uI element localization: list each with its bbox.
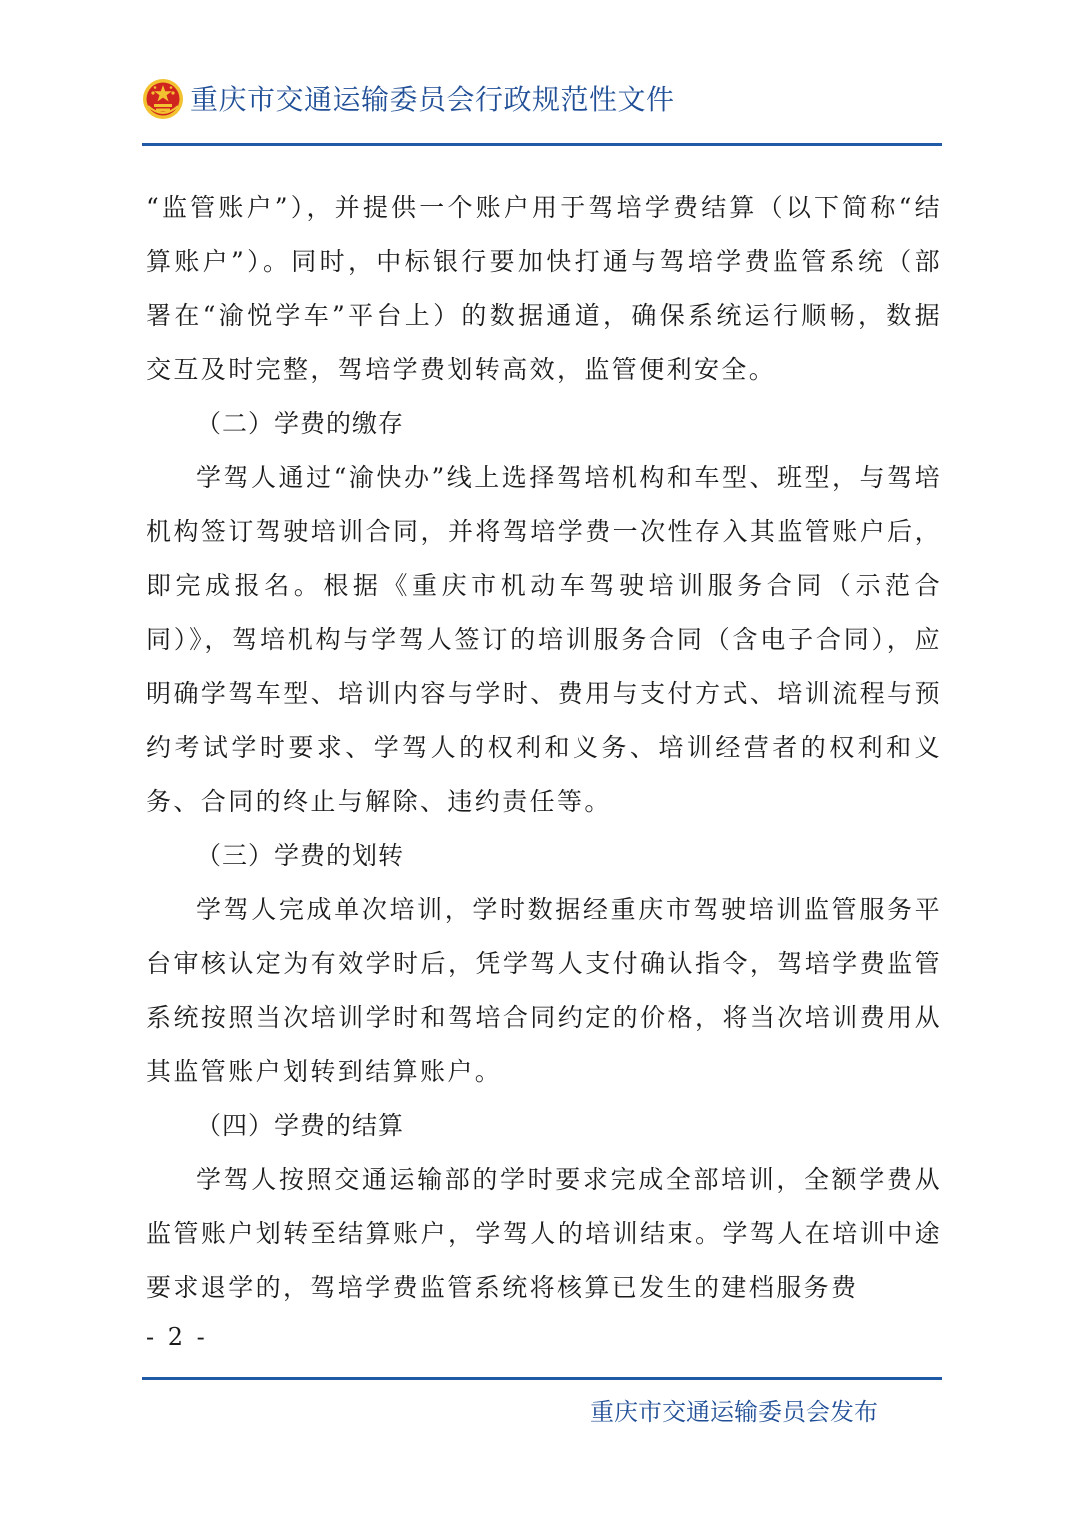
section-heading: （三）学费的划转 bbox=[196, 841, 405, 870]
body-paragraph: 学驾人按照交通运输部的学时要求完成全部培训，全额学费从监管账户划转至结算账户，学驾人的培训结束。学驾人在培训中途要求退学的，驾培学费监管系统将核算已发生的建档服务费 bbox=[146, 1165, 942, 1302]
header-divider bbox=[142, 143, 942, 146]
page-number: - 2 - bbox=[146, 1323, 208, 1351]
document-header bbox=[142, 72, 942, 132]
footer-publisher: 重庆市交通运输委员会发布 bbox=[590, 1398, 878, 1426]
footer-divider bbox=[142, 1377, 942, 1380]
body-paragraph: 学驾人通过“渝快办”线上选择驾培机构和车型、班型，与驾培机构签订驾驶培训合同，并将驾培学费一次性存入其监管账户后，即完成报名。根据《重庆市机动车驾驶培训服务合同（示范合同）》，驾培机构与学驾人签订的培训服务合同（含电子合同），应明确学驾车型、培训内容与学时、费用与支付方式、培训流程与预约考试学时要求、学驾人的权利和义务、培训经营者的权利和义务、合同的终止与解除、违约责任等。 bbox=[146, 463, 942, 816]
national-emblem-icon bbox=[142, 78, 184, 120]
section-heading: （二）学费的缴存 bbox=[196, 409, 405, 438]
section-heading: （四）学费的结算 bbox=[196, 1111, 405, 1140]
header-title: 重庆市交通运输委员会行政规范性文件 bbox=[190, 83, 675, 116]
body-paragraph: “监管账户”），并提供一个账户用于驾培学费结算（以下简称“结算账户”）。同时，中标银行要加快打通与驾培学费监管系统（部署在“渝悦学车”平台上）的数据通道，确保系统运行顺畅，数据交互及时完整，驾培学费划转高效，监管便利安全。 bbox=[146, 193, 942, 384]
document-body bbox=[146, 181, 942, 1315]
body-paragraph: 学驾人完成单次培训，学时数据经重庆市驾驶培训监管服务平台审核认定为有效学时后，凭学驾人支付确认指令，驾培学费监管系统按照当次培训学时和驾培合同约定的价格，将当次培训费用从其监管账户划转到结算账户。 bbox=[146, 895, 942, 1086]
